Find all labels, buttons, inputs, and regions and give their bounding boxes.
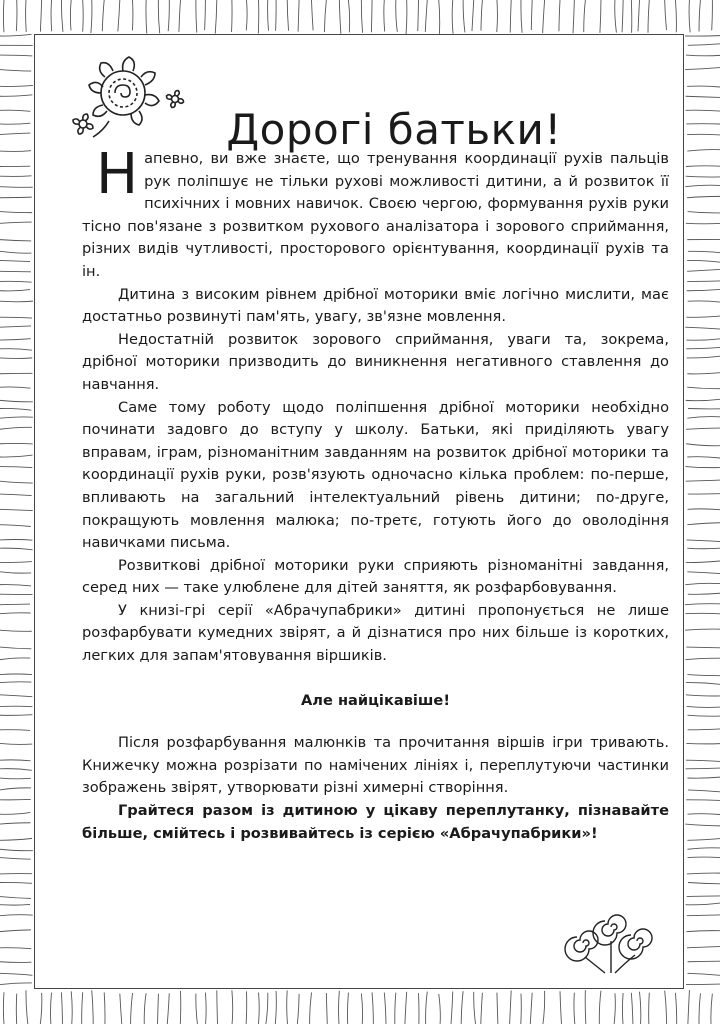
paragraph-coloring: Розвиткові дрібної моторики руки сприяють різноманітні завдання, серед них — таке улюблене для дітей заняття, як розфарбовування. [82, 556, 669, 597]
paragraph-school: Саме тому роботу щодо поліпшення дрібної моторики необхідно починати задовго до вступу у школу. Батьки, які приділяють увагу вправам, іграм, різноманітним завданням на розвиток дрібної моторики та координації рухів руки, розв'язують одночасно кілька проблем: по-перше, впливають на загальний інтелектуальний рівень дитини; по-друге, покращують мовлення малюка; по-третє, готують його до оволодіння навичками письма. [82, 398, 669, 552]
drop-cap-letter: Н [96, 142, 139, 207]
paragraph-intro [82, 142, 669, 284]
spiral-tree-icon [563, 905, 659, 975]
paragraph-intro-text: апевно, ви вже знаєте, що тренування координації рухів пальців рук поліпшує не тільки рухові можливості дитини, а й розвиток її психічних і мовних навичок. Своєю чергою, формування рухів руки тісно пов'язане з розвитком рухового аналізатора і зорового сприймання, різних видів чутливості, просторового орієнтування, координації рухів та ін. [82, 150, 669, 280]
paragraph-series: У книзі-грі серії «Абрачупабрики» дитині пропонується не лише розфарбувати кумедних звірят, а й дізнатися про них більше із коротких, легких для запам'ятовування віршиків. [82, 601, 669, 665]
page-title: Дорогі батьки! [226, 105, 562, 154]
highlight-heading: Але найцікавіше! [301, 691, 450, 709]
paragraph-call-to-action: Грайтеся разом із дитиною у цікаву переплутанку, пізнавайте більше, смійтесь і розвивайтесь із серією «Абрачупабрики»! [82, 802, 669, 842]
paragraph-deficit: Недостатній розвиток зорового сприймання, уваги та, зокрема, дрібної моторики призводить до виникнення негативного ставлення до навчання. [82, 330, 669, 393]
body-text [82, 142, 669, 845]
paragraph-cutting: Після розфарбування малюнків та прочитання віршів ігри тривають. Книжечку можна розрізати по намічених лініях і, переплутуючи частинки зображень звірят, утворювати різні химерні створіння. [82, 734, 669, 797]
paragraph-logic: Дитина з високим рівнем дрібної моторики вміє логічно мислити, має достатньо розвинуті пам'ять, увагу, зв'язне мовлення. [82, 285, 669, 326]
